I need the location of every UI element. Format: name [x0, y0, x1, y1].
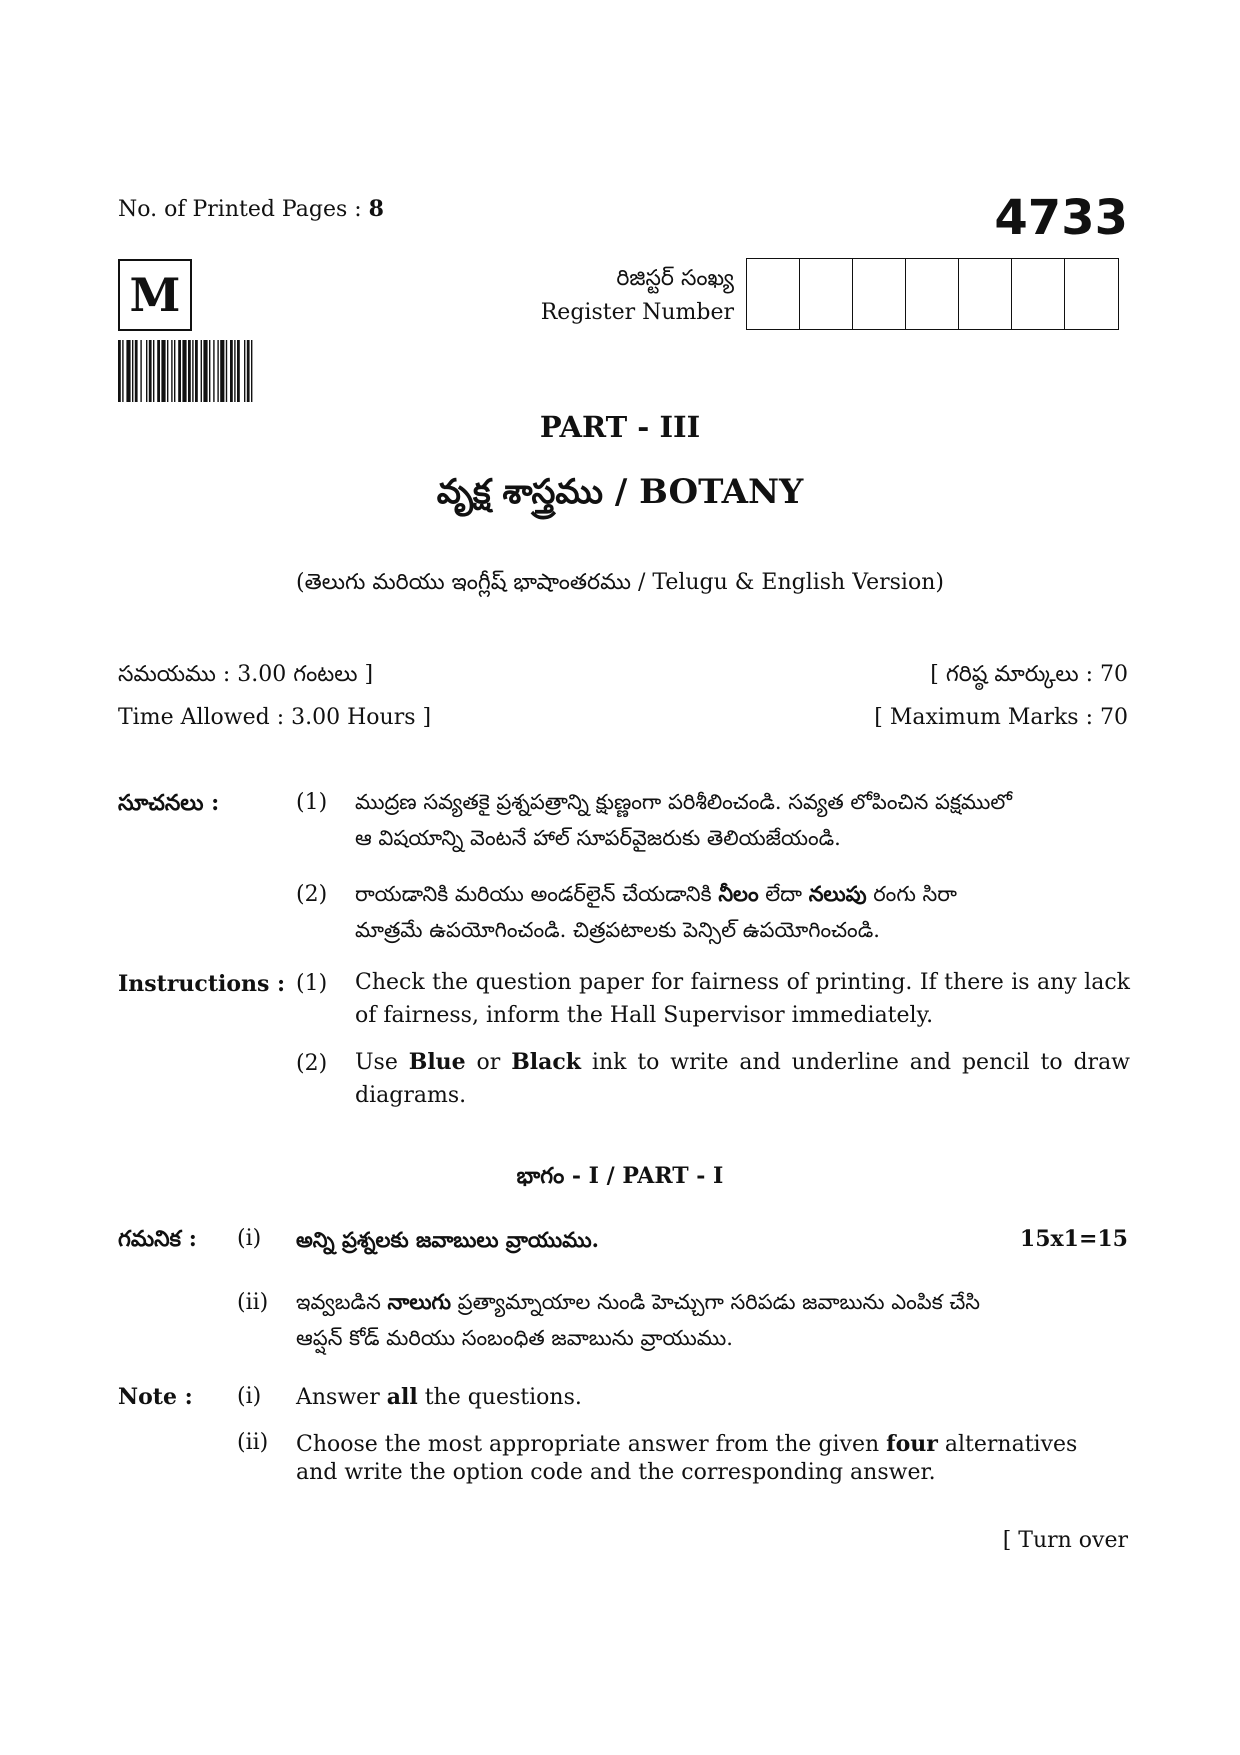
note-text: Choose the most appropriate answer from the given: [296, 1432, 887, 1457]
note-text: alternatives and write the option code and the corresponding answer.: [296, 1432, 1078, 1485]
note-text: ఇవ్వబడిన: [296, 1290, 388, 1314]
note-number: (ii): [237, 1290, 269, 1315]
instruction-emphasis: నలుపు: [808, 881, 867, 906]
instruction-number: (2): [296, 1051, 328, 1076]
instruction-text: రంగు సిరా: [866, 882, 957, 906]
note-telugu-label: గమనిక :: [118, 1226, 197, 1252]
instructions-telugu-label: సూచనలు :: [118, 790, 220, 816]
instruction-english-2: [355, 1046, 1130, 1112]
note-english-2: [296, 1430, 1086, 1487]
barcode: [118, 340, 304, 402]
marks-rule: 15x1=15: [1019, 1226, 1128, 1252]
time-allowed-english: Time Allowed : 3.00 Hours ]: [118, 705, 432, 730]
note-number: (i): [237, 1226, 262, 1251]
instruction-english-1: Check the question paper for fairness of printing. If there is any lack of fairness, inform the Hall Supervisor immediately.: [355, 970, 1130, 1028]
instruction-line: [355, 876, 1130, 912]
note-english-1: [296, 1384, 582, 1410]
register-digit-box: [906, 259, 959, 329]
instruction-text: ink to write and underline and pencil to draw diagrams.: [355, 1050, 1131, 1108]
register-digit-box: [1012, 259, 1065, 329]
instruction-number: (2): [296, 882, 328, 907]
instruction-text: లేదా: [758, 882, 809, 906]
note-emphasis: four: [886, 1431, 938, 1457]
register-digit-box: [800, 259, 853, 329]
instruction-number: (1): [296, 790, 328, 815]
note-telugu-2: [296, 1284, 1076, 1356]
version-line: (తెలుగు మరియు ఇంగ్లీష్ భాషాంతరము / Telugu & English Version): [296, 570, 944, 595]
subject-title: వృక్ష శాస్త్రము / BOTANY: [436, 472, 804, 512]
instruction-text: రాయడానికి మరియు అండర్‌లైన్ చేయడానికి: [355, 882, 719, 906]
printed-pages-value: 8: [368, 196, 384, 222]
instructions-english-label: Instructions :: [118, 971, 286, 997]
note-line: ఆప్షన్ కోడ్ మరియు సంబంధిత జవాబును వ్రాయుము.: [296, 1326, 733, 1350]
instruction-line: ముద్రణ సవ్యతకై ప్రశ్నపత్రాన్ని క్షుణ్ణంగా పరిశీలించండి. సవ్యత లోపించిన పక్షములో: [355, 790, 1013, 814]
instruction-text: or: [465, 1050, 512, 1075]
note-emphasis: నాలుగు: [387, 1289, 451, 1314]
note-english-label: Note :: [118, 1384, 193, 1410]
turn-over-label: [ Turn over: [1002, 1528, 1128, 1553]
medium-letter-box: M: [118, 259, 192, 331]
register-digit-box: [1065, 259, 1118, 329]
instruction-number: (1): [296, 971, 328, 996]
instruction-line: ఆ విషయాన్ని వెంటనే హాల్ సూపర్‌వైజరుకు తెలియజేయండి.: [355, 826, 841, 850]
printed-pages-line: [118, 196, 384, 222]
note-text: ప్రత్యామ్నాయాల నుండి హెచ్చుగా సరిపడు జవాబును ఎంపిక చేసి: [450, 1290, 981, 1314]
printed-pages-label: No. of Printed Pages :: [118, 197, 362, 222]
note-number: (ii): [237, 1430, 269, 1455]
register-digit-box: [747, 259, 800, 329]
note-text: the questions.: [417, 1385, 582, 1410]
part-heading: PART - III: [539, 410, 701, 444]
register-number-boxes: [746, 258, 1119, 330]
instruction-emphasis: Blue: [408, 1049, 466, 1075]
instruction-emphasis: Black: [511, 1049, 582, 1075]
instruction-text: Use: [355, 1050, 409, 1075]
register-label-telugu: రిజిస్టర్ సంఖ్య: [616, 266, 734, 291]
note-text: Answer: [296, 1385, 387, 1410]
register-digit-box: [959, 259, 1012, 329]
note-telugu-1: [296, 1222, 599, 1258]
note-line: [296, 1284, 1076, 1320]
register-label-english: Register Number: [540, 300, 734, 325]
instruction-line: మాత్రమే ఉపయోగించండి. చిత్రపటాలకు పెన్సిల్ ఉపయోగించండి.: [355, 918, 880, 942]
register-label: [541, 262, 734, 330]
section-heading: భాగం - I / PART - I: [516, 1163, 724, 1189]
note-emphasis: all: [386, 1384, 418, 1410]
note-number: (i): [237, 1384, 262, 1409]
max-marks-telugu: [ గరిష్ఠ మార్కులు : 70: [930, 662, 1128, 687]
register-digit-box: [853, 259, 906, 329]
instruction-telugu-1: [355, 784, 1130, 856]
instruction-telugu-2: [355, 876, 1130, 948]
instruction-emphasis: నీలం: [718, 881, 759, 906]
max-marks-english: [ Maximum Marks : 70: [874, 705, 1128, 730]
note-text: అన్ని ప్రశ్నలకు జవాబులు వ్రాయుము.: [296, 1227, 599, 1252]
paper-code: 4733: [994, 190, 1128, 246]
time-allowed-telugu: సమయము : 3.00 గంటలు ]: [118, 662, 374, 687]
